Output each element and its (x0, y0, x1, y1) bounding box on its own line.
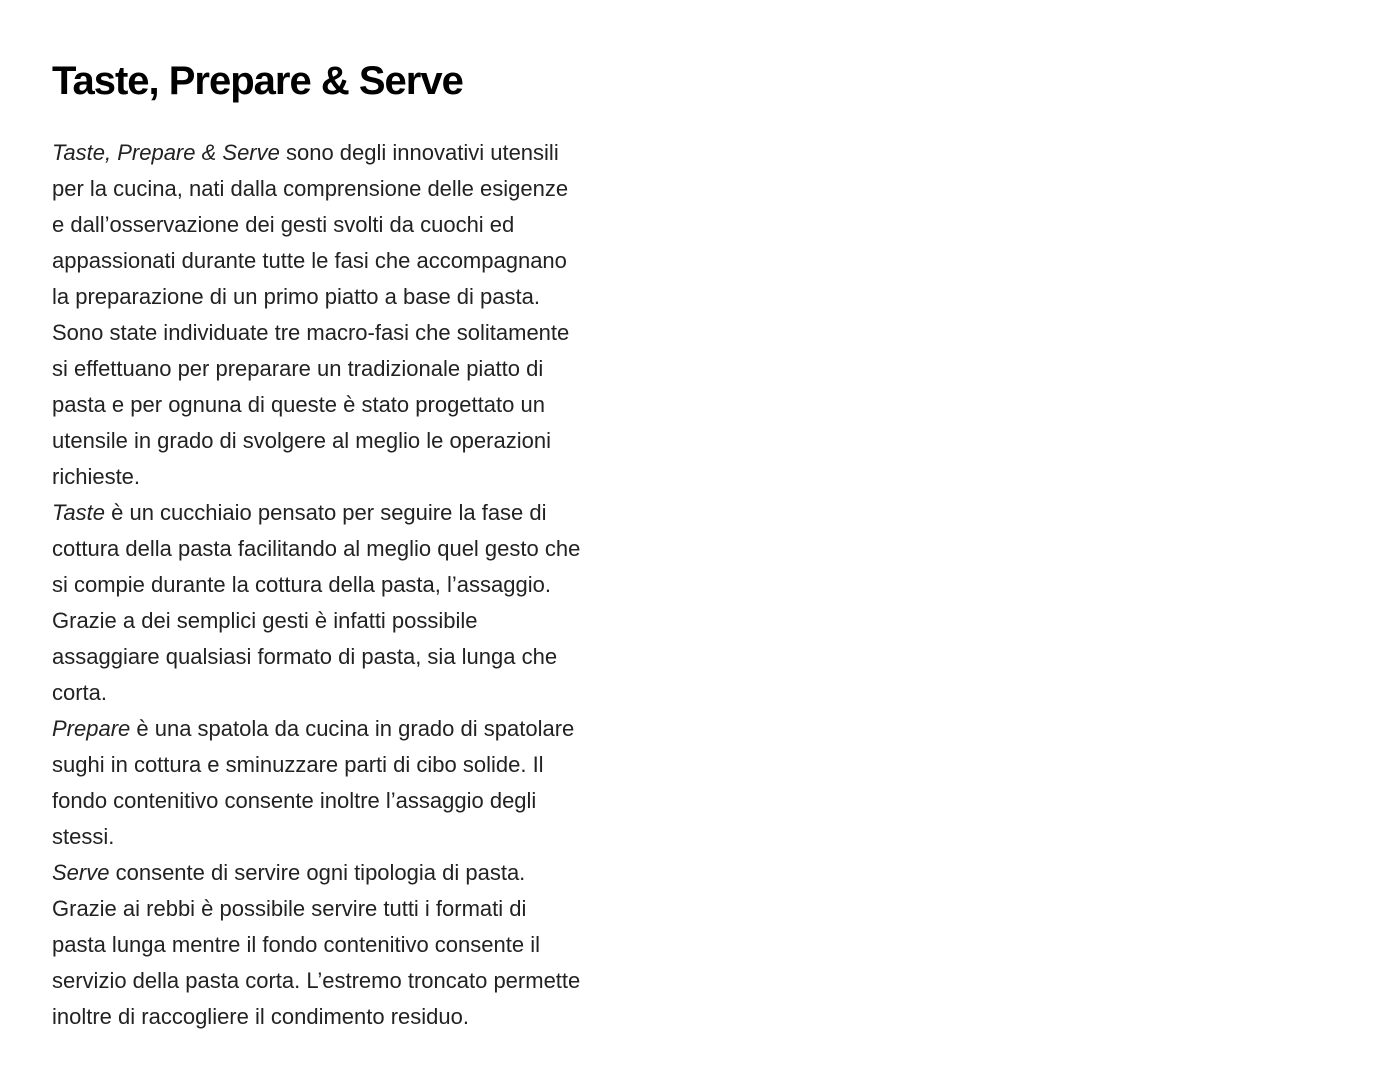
italic-product-name: Serve (52, 860, 110, 885)
text-line (52, 135, 580, 171)
text-line: corta. (52, 680, 108, 705)
paragraph-prepare (52, 711, 580, 855)
text-line: pasta lunga mentre il fondo contenitivo consente il (52, 932, 540, 957)
text-line: Sono state individuate tre macro-fasi che solitamente (52, 320, 570, 345)
text-line: inoltre di raccogliere il condimento residuo. (52, 1004, 469, 1029)
text-line: stessi. (52, 824, 115, 849)
text-line: e dall’osservazione dei gesti svolti da cuochi ed (52, 212, 515, 237)
paragraph-taste (52, 495, 580, 711)
text-line (52, 855, 580, 891)
text-line: utensile in grado di svolgere al meglio le operazioni (52, 428, 551, 453)
text-line: cottura della pasta facilitando al meglio quel gesto che (52, 536, 581, 561)
italic-product-name: Taste (52, 500, 106, 525)
text-line: per la cucina, nati dalla comprensione delle esigenze (52, 176, 569, 201)
text-line: pasta e per ognuna di queste è stato progettato un (52, 392, 545, 417)
paragraph-serve (52, 855, 580, 1035)
italic-product-name: Taste, Prepare & Serve (52, 140, 280, 165)
text-line (52, 495, 580, 531)
body-text (52, 135, 580, 1035)
text-line (52, 711, 580, 747)
text-line: sughi in cottura e sminuzzare parti di cibo solide. Il (52, 752, 544, 777)
page-title: Taste, Prepare & Serve (52, 59, 463, 103)
text-line: si compie durante la cottura della pasta, l’assaggio. (52, 572, 551, 597)
italic-product-name: Prepare (52, 716, 131, 741)
text-line: richieste. (52, 464, 141, 489)
text-line: Grazie a dei semplici gesti è infatti possibile (52, 608, 478, 633)
text-line: si effettuano per preparare un tradizionale piatto di (52, 356, 544, 381)
line-text: sono degli innovativi utensili (279, 140, 559, 165)
line-text: è un cucchiaio pensato per seguire la fase di (105, 500, 547, 525)
line-text: consente di servire ogni tipologia di pasta. (109, 860, 526, 885)
text-line: la preparazione di un primo piatto a base di pasta. (52, 284, 540, 309)
text-line: appassionati durante tutte le fasi che accompagnano (52, 248, 567, 273)
text-line: Grazie ai rebbi è possibile servire tutti i formati di (52, 896, 527, 921)
paragraph-intro (52, 135, 580, 495)
text-line: fondo contenitivo consente inoltre l’assaggio degli (52, 788, 537, 813)
text-line: assaggiare qualsiasi formato di pasta, sia lunga che (52, 644, 558, 669)
line-text: è una spatola da cucina in grado di spatolare (130, 716, 575, 741)
text-line: servizio della pasta corta. L’estremo troncato permette (52, 968, 581, 993)
